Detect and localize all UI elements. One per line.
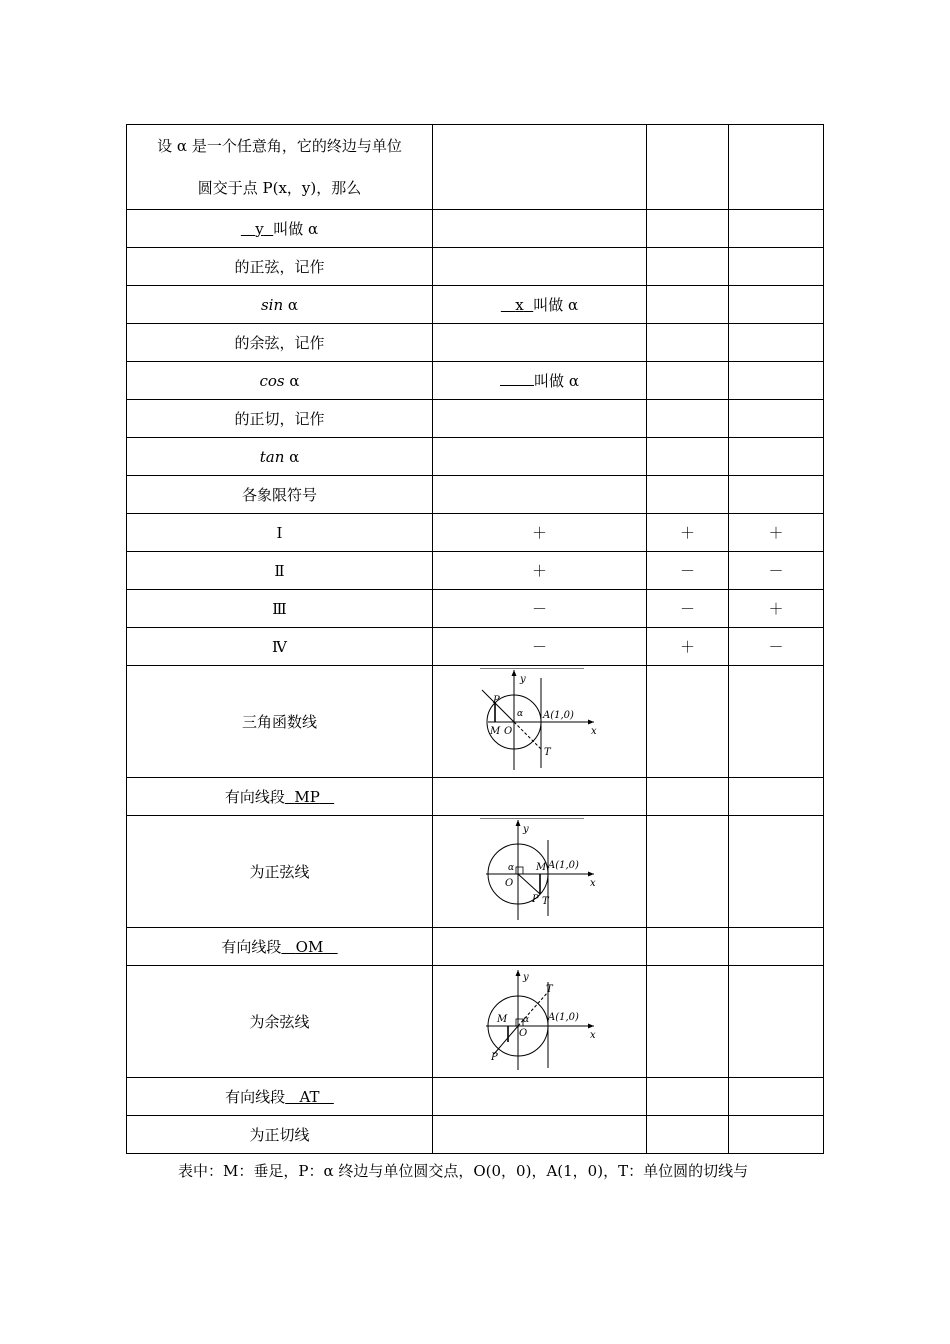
tan-sign: －: [729, 628, 824, 666]
sine-symbol-cell: [127, 286, 433, 324]
sin-sign: ＋: [433, 514, 647, 552]
y-axis-label: y: [522, 823, 529, 835]
quadrant-label: Ⅰ: [127, 514, 433, 552]
point-m-label: M: [535, 861, 546, 873]
cos-sign: －: [647, 590, 729, 628]
sin-sign: －: [433, 590, 647, 628]
point-p-label: P: [492, 694, 500, 706]
point-t-label: T: [545, 983, 553, 995]
sin-sign: ＋: [433, 552, 647, 590]
tan-sign: ＋: [729, 590, 824, 628]
table-footnote: 表中：M：垂足，P：α 终边与单位圆交点，O(0，0)，A(1，0)，T：单位圆的切线与: [178, 1162, 749, 1180]
point-m-label: M: [489, 725, 500, 737]
tan-symbol: tan: [259, 447, 285, 466]
point-m-label: M: [496, 1013, 507, 1025]
x-axis-label: x: [590, 725, 597, 737]
sine-record: 的正弦，记作: [127, 248, 433, 286]
cos-suffix: 叫做 α: [533, 296, 579, 314]
cos-definition: [433, 286, 647, 324]
y-axis-label: y: [522, 971, 529, 983]
sign-row: [127, 514, 824, 552]
segment-om: OM: [295, 938, 324, 956]
alpha-label: α: [507, 862, 514, 873]
signs-header: 各象限符号: [127, 476, 433, 514]
alpha-label: α: [522, 1014, 529, 1025]
tan-sign: －: [729, 552, 824, 590]
tan-line-segment: 有向线段 AT: [127, 1078, 433, 1116]
point-a-label: A(1,0): [547, 1011, 579, 1023]
unit-circle-figure-q4: [480, 818, 600, 922]
tan-blank: [500, 371, 534, 386]
cos-line-label: 为余弦线: [127, 966, 433, 1078]
cos-sign: －: [647, 552, 729, 590]
segment-at: AT: [299, 1088, 320, 1106]
quadrant-label: Ⅱ: [127, 552, 433, 590]
intro-line-1: 设 α 是一个任意角，它的终边与单位: [157, 137, 402, 155]
sine-definition: [127, 210, 433, 248]
origin-label: O: [503, 725, 512, 737]
unit-circle-figure-q3: [480, 968, 600, 1072]
trig-definition-table: [126, 124, 824, 1154]
point-a-label: A(1,0): [542, 709, 574, 721]
tan-symbol-cell: [127, 438, 433, 476]
point-a-label: A(1,0): [547, 859, 579, 871]
sine-line-label: 为正弦线: [127, 816, 433, 928]
tan-definition: [433, 362, 647, 400]
cos-line-segment: 有向线段 OM: [127, 928, 433, 966]
sin-sign: －: [433, 628, 647, 666]
sine-variable: y: [255, 220, 264, 238]
sine-suffix: 叫做 α: [273, 220, 319, 238]
cos-sign: ＋: [647, 514, 729, 552]
sign-row: [127, 590, 824, 628]
sine-line-segment: 有向线段 MP: [127, 778, 433, 816]
intro-line-2: 圆交于点 P(x，y)，那么: [197, 179, 362, 197]
point-p-label: P: [531, 893, 539, 905]
alpha-symbol: α: [289, 371, 300, 390]
tan-record: 的正切，记作: [127, 400, 433, 438]
sine-symbol: sin: [260, 295, 284, 314]
cos-variable: x: [515, 296, 524, 314]
quadrant-label: Ⅳ: [127, 628, 433, 666]
origin-label: O: [518, 1027, 527, 1039]
cos-symbol-cell: [127, 362, 433, 400]
cos-symbol: cos: [259, 371, 285, 390]
figure-cell-3: [433, 966, 647, 1078]
origin-label: O: [504, 877, 513, 889]
sign-row: [127, 628, 824, 666]
figure-cell-2: [433, 816, 647, 928]
tan-suffix: 叫做 α: [534, 372, 579, 390]
alpha-symbol: α: [287, 295, 299, 314]
cos-record: 的余弦，记作: [127, 324, 433, 362]
point-t-label: T: [541, 895, 549, 907]
cos-sign: ＋: [647, 628, 729, 666]
point-p-label: P: [490, 1051, 498, 1063]
trig-lines-header: 三角函数线: [127, 666, 433, 778]
alpha-symbol: α: [289, 447, 300, 466]
y-axis-label: y: [519, 673, 526, 685]
x-axis-label: x: [589, 877, 596, 889]
intro-cell: [127, 125, 433, 210]
segment-mp: MP: [294, 788, 320, 806]
sign-row: [127, 552, 824, 590]
tan-sign: ＋: [729, 514, 824, 552]
unit-circle-figure-q2: [480, 668, 600, 772]
x-axis-label: x: [589, 1029, 596, 1041]
alpha-label: α: [516, 708, 523, 719]
point-t-label: T: [543, 746, 551, 758]
quadrant-label: Ⅲ: [127, 590, 433, 628]
figure-cell-1: [433, 666, 647, 778]
tan-line-label: 为正切线: [127, 1116, 433, 1154]
